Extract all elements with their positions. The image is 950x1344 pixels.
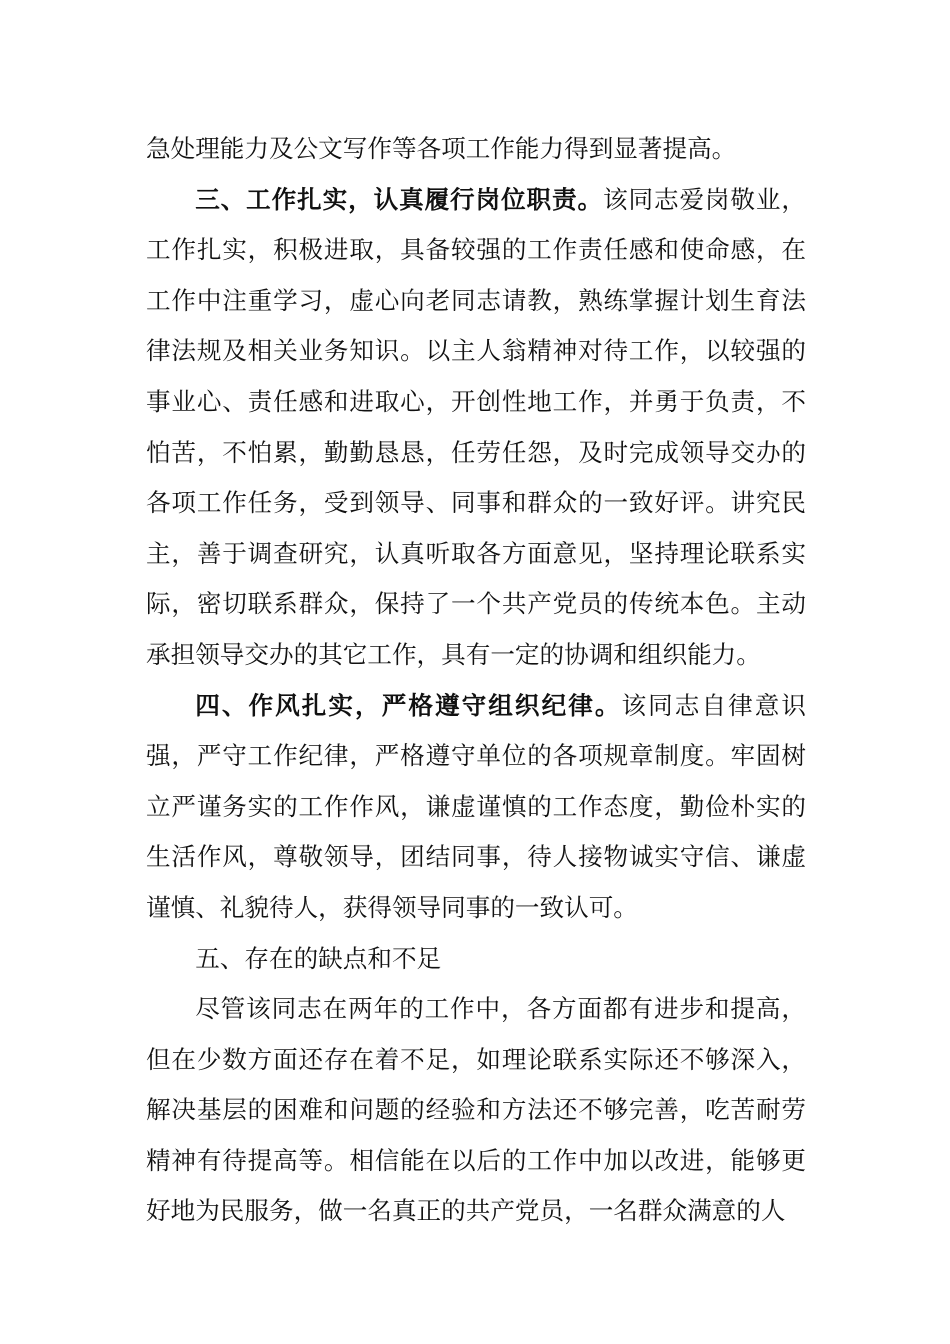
paragraph-text: 尽管该同志在两年的工作中，各方面都有进步和提高，但在少数方面还存在着不足，如理论联系实际还不够深入，解决基层的困难和问题的经验和方法还不够完善，吃苦耐劳精神有待提高等。相信能在以后的工作中加以改进，能够更好地为民服务，做一名真正的共产党员，一名群众满意的人 <box>146 994 806 1226</box>
paragraph-section-3 <box>146 175 806 681</box>
document-body <box>146 124 806 1237</box>
paragraph-text: 该同志爱岗敬业，工作扎实，积极进取，具备较强的工作责任感和使命感，在工作中注重学习，虚心向老同志请教，熟练掌握计划生育法律法规及相关业务知识。以主人翁精神对待工作，以较强的事业心、责任感和进取心，开创性地工作，并勇于负责，不怕苦，不怕累，勤勤恳恳，任劳任怨，及时完成领导交办的各项工作任务，受到领导、同事和群众的一致好评。讲究民主，善于调查研究，认真听取各方面意见，坚持理论联系实际，密切联系群众，保持了一个共产党员的传统本色。主动承担领导交办的其它工作，具有一定的协调和组织能力。 <box>146 184 806 669</box>
paragraph-text: 急处理能力及公文写作等各项工作能力得到显著提高。 <box>146 134 737 163</box>
section-3-heading: 三、工作扎实，认真履行岗位职责。 <box>195 184 603 214</box>
section-5-title-text: 五、存在的缺点和不足 <box>195 943 442 973</box>
paragraph-section-5-body <box>146 984 806 1237</box>
section-5-title <box>146 934 806 985</box>
section-4-heading: 四、作风扎实，严格遵守组织纪律。 <box>195 690 622 720</box>
paragraph-section-4 <box>146 681 806 934</box>
paragraph-text: 该同志自律意识强，严守工作纪律，严格遵守单位的各项规章制度。牢固树立严谨务实的工作作风，谦虚谨慎的工作态度，勤俭朴实的生活作风，尊敬领导，团结同事，待人接物诚实守信、谦虚谨慎、礼貌待人，获得领导同事的一致认可。 <box>146 690 806 922</box>
paragraph-continuation <box>146 124 806 175</box>
